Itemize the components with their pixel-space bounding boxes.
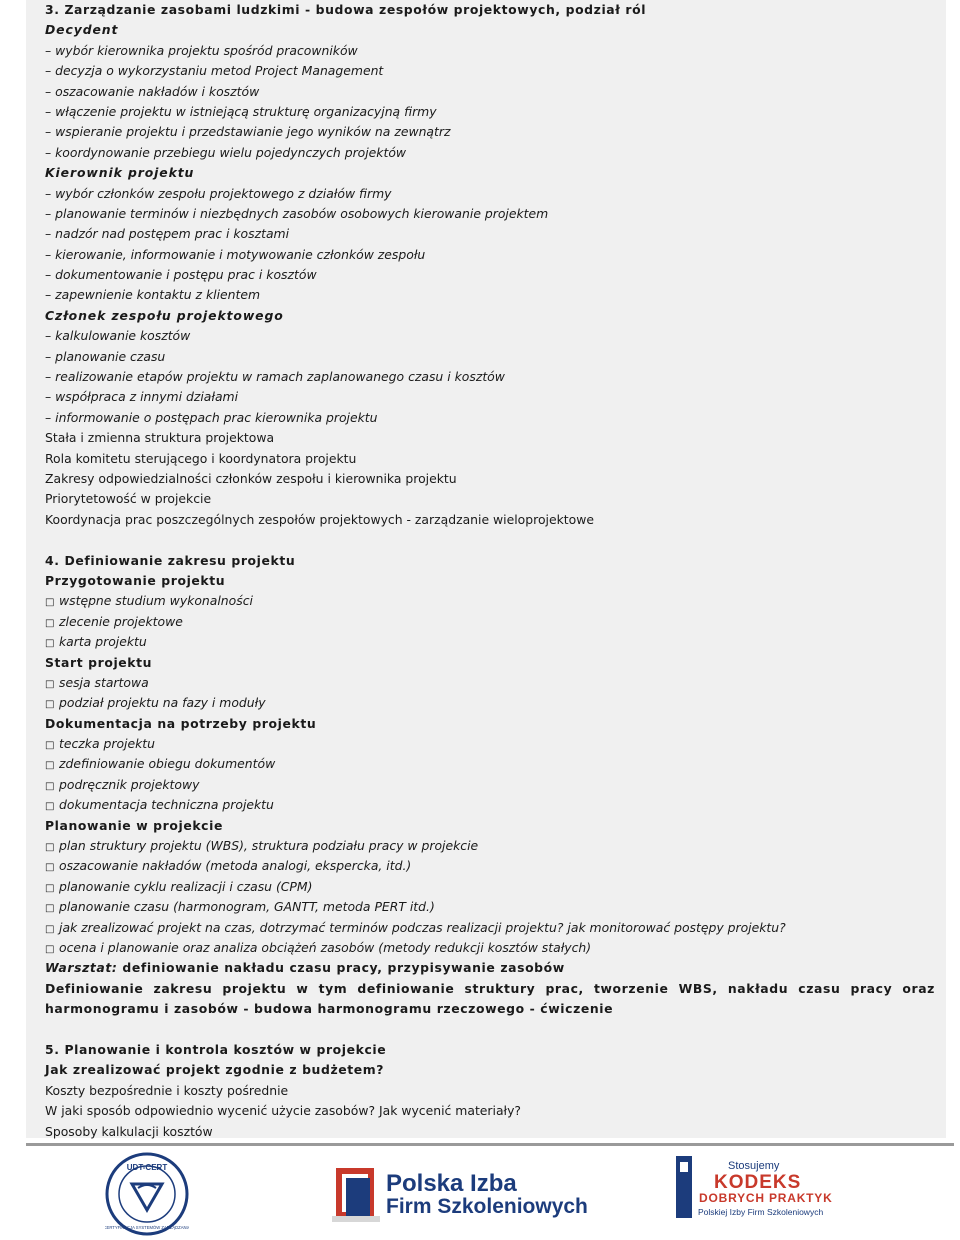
bullet-item: □ zdefiniowanie obiegu dokumentów <box>45 754 935 774</box>
topic-line: W jaki sposób odpowiednio wycenić użycie zasobów? Jak wycenić materiały? <box>45 1103 521 1119</box>
bullet-item: □ zlecenie projektowe <box>45 612 935 632</box>
bullet-item: □ teczka projektu <box>45 734 935 754</box>
bullet-item: □ oszacowanie nakładów (metoda analogi, ekspercka, itd.) <box>45 856 935 876</box>
kierownik-heading: Kierownik projektu <box>45 165 195 181</box>
document-page <box>26 0 946 1138</box>
footer-logos <box>0 1146 960 1235</box>
udt-ring-text: CERTYFIKACJA SYSTEMÓW ZARZĄDZANIA <box>105 1225 189 1230</box>
section-3-title: 3. Zarządzanie zasobami ludzkimi - budowa zespołów projektowych, podział ról <box>45 2 647 17</box>
warsztat-line <box>45 958 935 978</box>
list-item: – realizowanie etapów projektu w ramach zaplanowanego czasu i kosztów <box>45 369 505 385</box>
pifs-logo <box>330 1164 588 1226</box>
kodeks-top-text: Stosujemy <box>728 1160 780 1172</box>
dokumentacja-heading: Dokumentacja na potrzeby projektu <box>45 715 317 731</box>
warsztat-text: definiowanie nakładu czasu pracy, przypisywanie zasobów <box>122 960 565 976</box>
list-item: – wspieranie projektu i przedstawianie jego wyników na zewnątrz <box>45 124 451 140</box>
bullet-item: □ dokumentacja techniczna projektu <box>45 795 935 815</box>
list-item: – informowanie o postępach prac kierownika projektu <box>45 409 378 425</box>
warsztat-label: Warsztat: <box>45 960 118 976</box>
list-item: – dokumentowanie i postępu prac i kosztów <box>45 267 317 283</box>
section-spacer <box>45 530 935 550</box>
topic-line: Stała i zmienna struktura projektowa <box>45 430 275 446</box>
czlonek-heading: Członek zespołu projektowego <box>45 307 284 323</box>
topic-line: Sposoby kalkulacji kosztów <box>45 1123 213 1139</box>
bullet-item: □ plan struktury projektu (WBS), struktura podziału pracy w projekcie <box>45 836 935 856</box>
bullet-item: □ podręcznik projektowy <box>45 775 935 795</box>
przygotowanie-heading: Przygotowanie projektu <box>45 572 226 588</box>
list-item: – zapewnienie kontaktu z klientem <box>45 287 261 303</box>
list-item: – włączenie projektu w istniejącą strukturę organizacyjną firmy <box>45 103 437 119</box>
topic-line: Koszty bezpośrednie i koszty pośrednie <box>45 1082 289 1098</box>
list-item: – decyzja o wykorzystaniu metod Project Management <box>45 63 384 79</box>
bullet-item: □ sesja startowa <box>45 673 935 693</box>
bullet-item: □ wstępne studium wykonalności <box>45 591 935 611</box>
topic-line: Rola komitetu sterującego i koordynatora projektu <box>45 450 357 466</box>
list-item: – kalkulowanie kosztów <box>45 328 191 344</box>
topic-line: Priorytetowość w projekcie <box>45 491 212 507</box>
exercise-paragraph: Definiowanie zakresu projektu w tym definiowanie struktury prac, tworzenie WBS, nakładu czasu pracy oraz harmonogramu i zasobów - budowa harmonogramu rzeczowego - ćwiczenie <box>45 980 935 1017</box>
kodeks-bottom-text: Polskiej Izby Firm Szkoleniowych <box>698 1207 824 1217</box>
topic-line: Koordynacja prac poszczególnych zespołów projektowych - zarządzanie wieloprojektowe <box>45 511 594 527</box>
bullet-item: □ planowanie czasu (harmonogram, GANTT, metoda PERT itd.) <box>45 897 935 917</box>
topic-line: Zakresy odpowiedzialności członków zespołu i kierownika projektu <box>45 470 457 486</box>
kodeks-sub-text: DOBRYCH PRAKTYK <box>699 1191 833 1205</box>
list-item: – współpraca z innymi działami <box>45 389 239 405</box>
planowanie-heading: Planowanie w projekcie <box>45 817 223 833</box>
list-item: – wybór kierownika projektu spośród pracowników <box>45 42 358 58</box>
section-5-title: 5. Planowanie i kontrola kosztów w projekcie <box>45 1041 387 1057</box>
list-item: – planowanie terminów i niezbędnych zasobów osobowych kierowanie projektem <box>45 205 549 221</box>
decydent-heading: Decydent <box>45 22 119 38</box>
budget-question: Jak zrealizować projekt zgodnie z budżetem? <box>45 1062 385 1078</box>
bullet-item: □ planowanie cyklu realizacji i czasu (CPM) <box>45 877 935 897</box>
bullet-item: □ jak zrealizować projekt na czas, dotrzymać terminów podczas realizacji projektu? jak monitorować postępy projektu? <box>45 918 935 938</box>
udt-cert-logo <box>105 1152 189 1236</box>
pifs-title-line2: Firm Szkoleniowych <box>386 1195 588 1218</box>
pifs-title-line1: Polska Izba <box>386 1170 517 1197</box>
kodeks-logo <box>676 1156 833 1222</box>
kodeks-main-text: KODEKS <box>714 1172 802 1193</box>
list-item: – oszacowanie nakładów i kosztów <box>45 83 260 99</box>
bullet-item: □ karta projektu <box>45 632 935 652</box>
start-heading: Start projektu <box>45 654 153 670</box>
udt-cert-text: UDT-CERT <box>126 1163 168 1172</box>
list-item: – planowanie czasu <box>45 348 166 364</box>
list-item: – wybór członków zespołu projektowego z działów firmy <box>45 185 392 201</box>
section-spacer <box>45 1020 935 1040</box>
bullet-item: □ ocena i planowanie oraz analiza obciążeń zasobów (metody redukcji kosztów stałych) <box>45 938 935 958</box>
list-item: – koordynowanie przebiegu wielu pojedynczych projektów <box>45 144 407 160</box>
bullet-item: □ podział projektu na fazy i moduły <box>45 693 935 713</box>
section-4-title: 4. Definiowanie zakresu projektu <box>45 552 296 568</box>
list-item: – kierowanie, informowanie i motywowanie członków zespołu <box>45 246 426 262</box>
list-item: – nadzór nad postępem prac i kosztami <box>45 226 290 242</box>
document-content <box>45 0 935 1142</box>
